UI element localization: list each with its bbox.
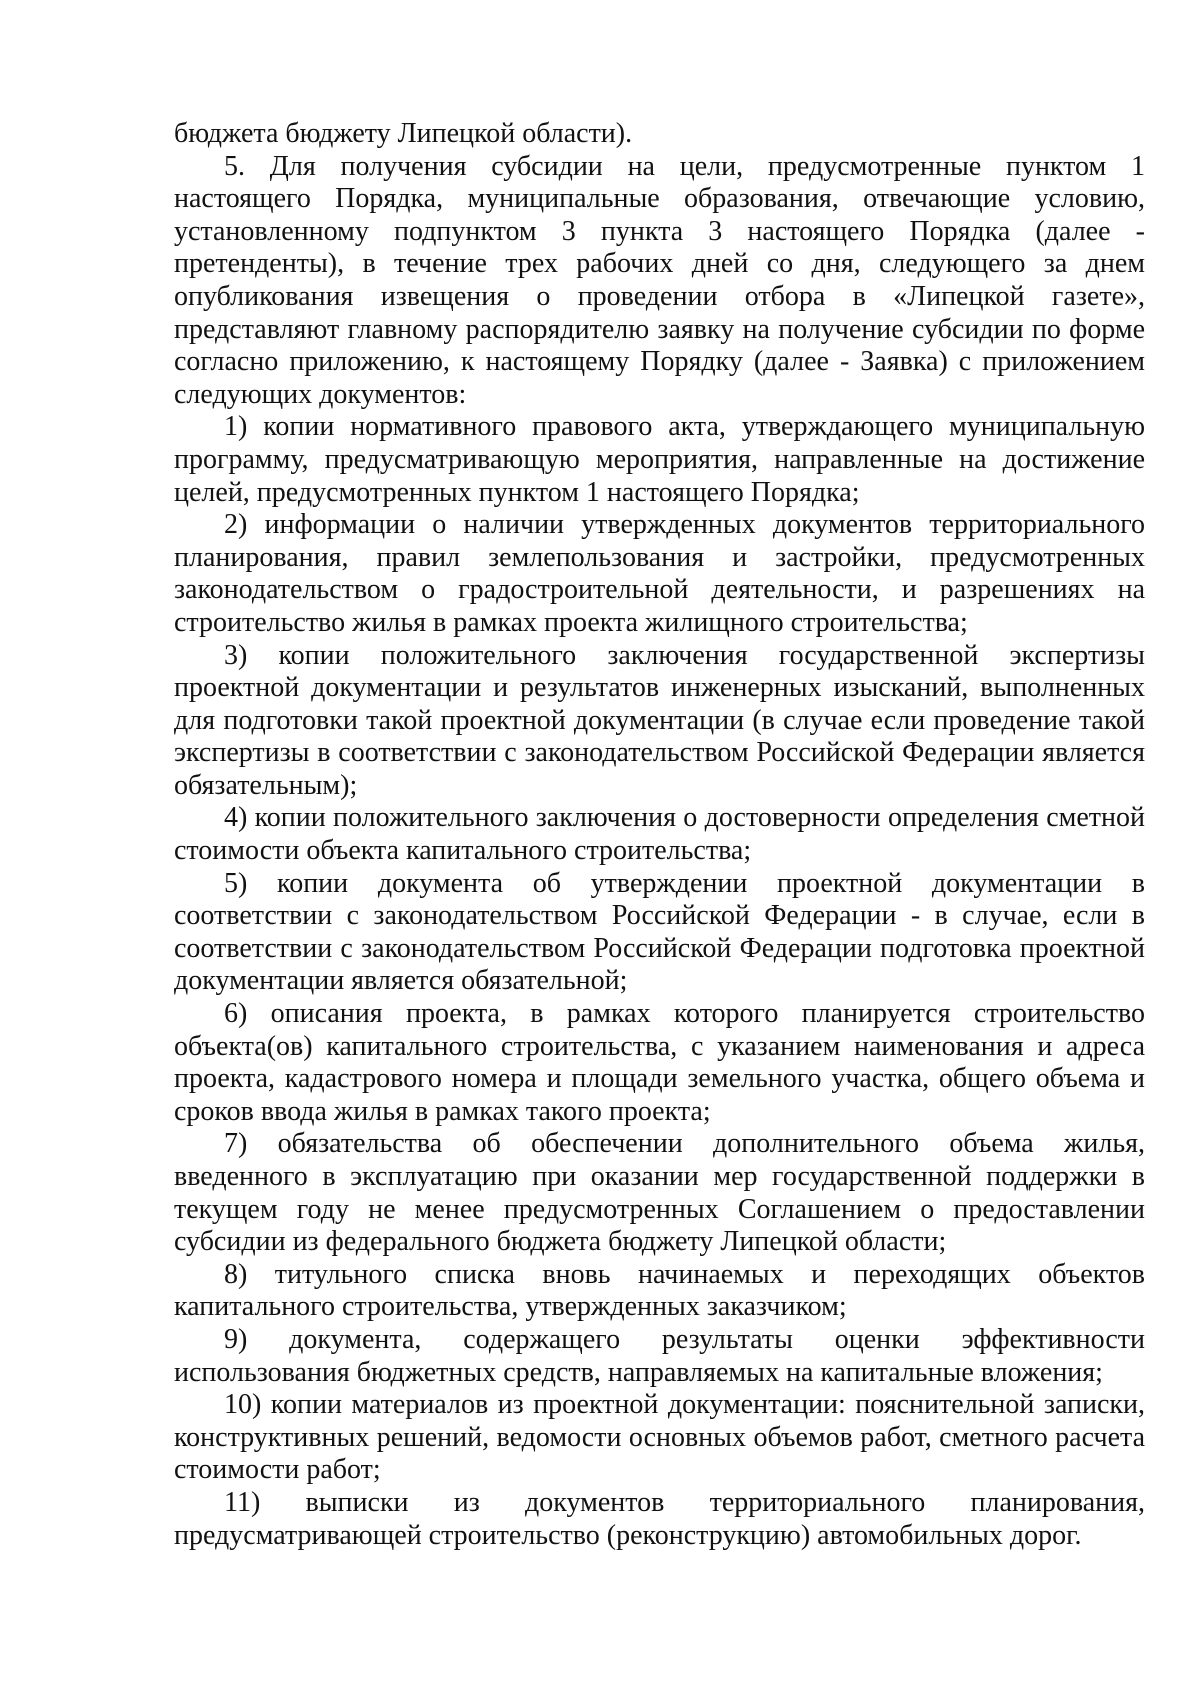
list-item-10: 10) копии материалов из проектной документации: пояснительной записки, конструктивных решений, ведомости основных объемов работ, сметного расчета стоимости работ; <box>174 1389 1145 1486</box>
list-item-2: 2) информации о наличии утвержденных документов территориального планирования, правил землепользования и застройки, предусмотренных законодательством о градостроительной деятельности, и разрешениях на строительство жилья в рамках проекта жилищного строительства; <box>174 509 1145 638</box>
list-item-4: 4) копии положительного заключения о достоверности определения сметной стоимости объекта капитального строительства; <box>174 802 1145 867</box>
list-item-7: 7) обязательства об обеспечении дополнительного объема жилья, введенного в эксплуатацию при оказании мер государственной поддержки в текущем году не менее предусмотренных Соглашением о предоставлении субсидии из федерального бюджета бюджету Липецкой области; <box>174 1128 1145 1258</box>
list-item-6: 6) описания проекта, в рамках которого планируется строительство объекта(ов) капитального строительства, с указанием наименования и адреса проекта, кадастрового номера и площади земельного участка, общего объема и сроков ввода жилья в рамках такого проекта; <box>174 998 1145 1127</box>
list-item-1: 1) копии нормативного правового акта, утверждающего муниципальную программу, предусматривающую мероприятия, направленные на достижение целей, предусмотренных пунктом 1 настоящего Порядка; <box>174 411 1145 508</box>
list-item-9: 9) документа, содержащего результаты оценки эффективности использования бюджетных средств, направляемых на капитальные вложения; <box>174 1323 1145 1388</box>
paragraph-item-5: 5. Для получения субсидии на цели, предусмотренные пунктом 1 настоящего Порядка, муниципальные образования, отвечающие условию, установленному подпунктом 3 пункта 3 настоящего Порядка (далее - претенденты), в течение трех рабочих дней со дня, следующего за днем опубликования извещения о проведении отбора в «Липецкой газете», представляют главному распорядителю заявку на получение субсидии по форме согласно приложению, к настоящему Порядку (далее - Заявка) с приложением следующих документов: <box>174 150 1145 410</box>
paragraph-continuation: бюджета бюджету Липецкой области). <box>174 118 633 149</box>
list-item-5: 5) копии документа об утверждении проектной документации в соответствии с законодательством Российской Федерации - в случае, если в соответствии с законодательством Российской Федерации подготовка проектной документации является обязательной; <box>174 867 1145 997</box>
list-item-11: 11) выписки из документов территориального планирования, предусматривающей строительство (реконструкцию) автомобильных дорог. <box>174 1486 1145 1551</box>
list-item-8: 8) титульного списка вновь начинаемых и переходящих объектов капитального строительства, утвержденных заказчиком; <box>174 1258 1145 1323</box>
list-item-3: 3) копии положительного заключения государственной экспертизы проектной документации и результатов инженерных изысканий, выполненных для подготовки такой проектной документации (в случае если проведение такой экспертизы в соответствии с законодательством Российской Федерации является обязательным); <box>174 639 1145 801</box>
document-body <box>174 118 1145 1552</box>
